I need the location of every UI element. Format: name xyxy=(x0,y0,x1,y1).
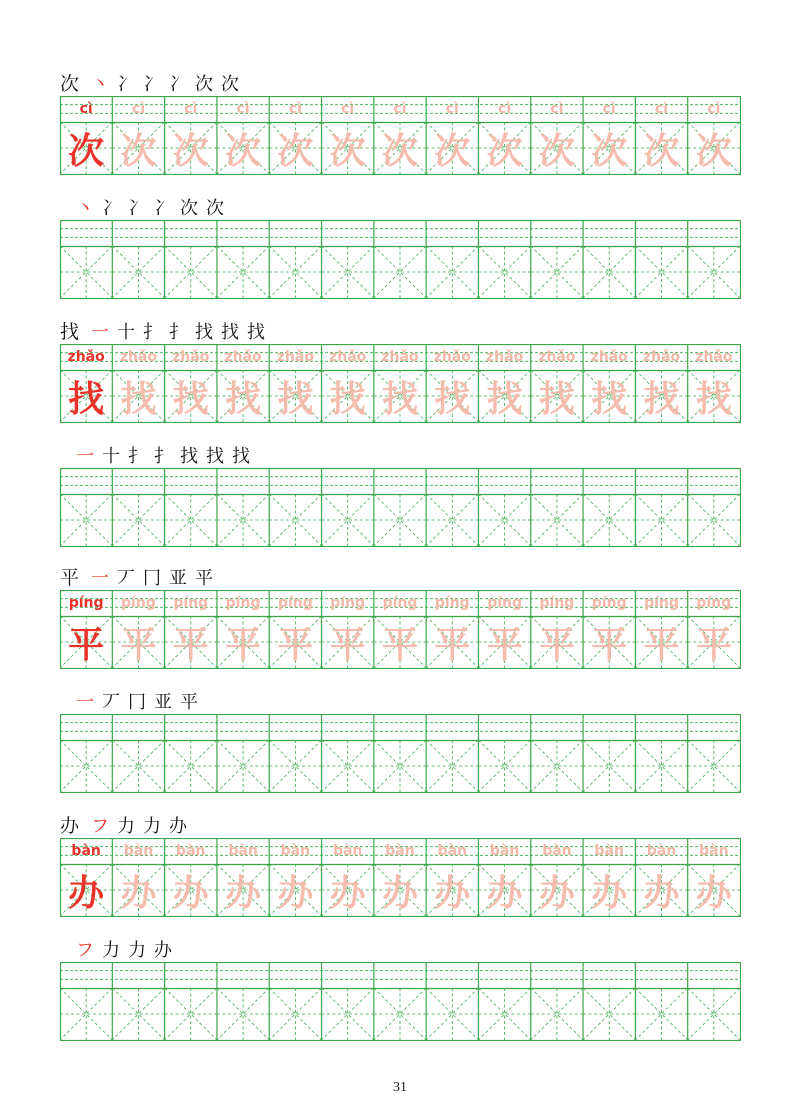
pinyin-trace: bàn xyxy=(594,843,624,859)
stroke-step: 一 xyxy=(91,568,110,589)
pinyin-trace: zhǎo xyxy=(590,349,628,365)
stroke-step: 次 xyxy=(180,198,198,219)
writing-cell[interactable] xyxy=(322,468,374,546)
stroke-step: 力 xyxy=(128,940,146,961)
stroke-step: 力 xyxy=(143,816,162,837)
stroke-step: 力 xyxy=(117,816,136,837)
pinyin-trace: cì xyxy=(550,101,564,117)
practice-grid xyxy=(60,962,740,1040)
character-heading xyxy=(60,68,247,96)
writing-cell[interactable] xyxy=(583,962,635,1040)
stroke-step: 十 xyxy=(102,446,120,467)
trace-character[interactable]: 平 xyxy=(381,624,418,666)
pinyin-trace: zhǎo xyxy=(329,349,367,365)
pinyin-trace: zhǎo xyxy=(695,349,733,365)
writing-cell[interactable] xyxy=(426,220,478,298)
pinyin-trace: zhǎo xyxy=(381,349,419,365)
pinyin-label: zhǎo xyxy=(67,349,105,365)
stroke-step: 扌 xyxy=(143,322,162,343)
practice-grid xyxy=(60,468,740,546)
writing-cell[interactable] xyxy=(217,962,269,1040)
writing-cell[interactable] xyxy=(478,714,530,792)
trace-character[interactable]: 办 xyxy=(277,872,314,914)
trace-character[interactable]: 次 xyxy=(381,130,418,172)
trace-character[interactable]: 平 xyxy=(277,624,314,666)
stroke-step: 扌 xyxy=(128,446,146,467)
trace-character[interactable]: 办 xyxy=(695,872,732,914)
stroke-step: 找 xyxy=(180,446,198,467)
trace-character[interactable]: 找 xyxy=(695,378,732,420)
trace-character[interactable]: 办 xyxy=(172,872,209,914)
stroke-step: フ xyxy=(76,940,94,961)
stroke-order-heading xyxy=(60,934,180,962)
character-heading xyxy=(60,562,221,590)
stroke-step: 冫 xyxy=(143,74,162,95)
writing-cell[interactable] xyxy=(374,220,426,298)
pinyin-trace: píng xyxy=(644,595,679,611)
writing-cell[interactable] xyxy=(688,714,740,792)
stroke-order-heading xyxy=(60,440,258,468)
pinyin-trace: zhǎo xyxy=(224,349,262,365)
writing-cell[interactable] xyxy=(322,714,374,792)
trace-character[interactable]: 次 xyxy=(434,130,471,172)
trace-character[interactable]: 次 xyxy=(695,130,732,172)
pinyin-trace: píng xyxy=(434,595,470,611)
pinyin-trace: píng xyxy=(121,595,156,611)
pinyin-trace: píng xyxy=(382,595,418,611)
trace-character[interactable]: 办 xyxy=(434,872,471,914)
writing-cell[interactable] xyxy=(478,962,530,1040)
stroke-step: 冂 xyxy=(128,692,146,713)
pinyin-trace: píng xyxy=(277,595,313,611)
pinyin-trace: cì xyxy=(602,101,616,117)
model-character: 找 xyxy=(68,378,105,420)
writing-cell[interactable] xyxy=(583,468,635,546)
pinyin-trace: cì xyxy=(707,101,721,117)
stroke-step: 一 xyxy=(76,692,94,713)
writing-cell[interactable] xyxy=(269,714,321,792)
trace-character[interactable]: 次 xyxy=(225,130,262,172)
writing-cell[interactable] xyxy=(635,220,687,298)
pinyin-trace: píng xyxy=(591,595,627,611)
stroke-step: 找 xyxy=(221,322,240,343)
trace-character[interactable]: 办 xyxy=(225,872,262,914)
trace-character[interactable]: 平 xyxy=(434,624,471,666)
stroke-step: 办 xyxy=(154,940,172,961)
writing-cell[interactable] xyxy=(583,220,635,298)
writing-cell[interactable] xyxy=(531,714,583,792)
pinyin-trace: zhǎo xyxy=(642,349,681,365)
pinyin-trace: cì xyxy=(131,101,145,117)
writing-cell[interactable] xyxy=(269,220,321,298)
writing-cell[interactable] xyxy=(322,962,374,1040)
stroke-step: 亚 xyxy=(169,568,188,589)
stroke-step: 冫 xyxy=(102,198,120,219)
trace-character[interactable]: 平 xyxy=(329,624,366,666)
writing-cell[interactable] xyxy=(635,468,687,546)
trace-character[interactable]: 找 xyxy=(486,378,523,420)
writing-cell[interactable] xyxy=(217,220,269,298)
pinyin-trace: zhǎo xyxy=(538,349,576,365)
trace-character[interactable]: 办 xyxy=(120,872,157,914)
trace-character[interactable]: 次 xyxy=(277,130,314,172)
writing-cell[interactable] xyxy=(635,714,687,792)
stroke-step: 找 xyxy=(247,322,266,343)
writing-cell[interactable] xyxy=(635,962,687,1040)
stroke-step: 扌 xyxy=(154,446,172,467)
stroke-order-heading xyxy=(60,686,206,714)
pinyin-trace: zhǎo xyxy=(433,349,471,365)
pinyin-trace: bàn xyxy=(646,843,677,859)
pinyin-trace: cì xyxy=(498,101,512,117)
stroke-step: 丆 xyxy=(102,692,120,713)
writing-cell[interactable] xyxy=(165,714,217,792)
stroke-step: 冫 xyxy=(154,198,172,219)
pinyin-trace: bàn xyxy=(542,843,572,859)
pinyin-label: bàn xyxy=(71,843,101,859)
trace-character[interactable]: 找 xyxy=(381,378,418,420)
trace-character[interactable]: 办 xyxy=(538,872,575,914)
stroke-step: 冫 xyxy=(169,74,188,95)
writing-cell[interactable] xyxy=(165,468,217,546)
stroke-step: 十 xyxy=(117,322,136,343)
trace-character[interactable]: 次 xyxy=(538,130,575,172)
stroke-step: 找 xyxy=(232,446,250,467)
pinyin-trace: bàn xyxy=(123,843,154,859)
stroke-step: 冫 xyxy=(128,198,146,219)
pinyin-trace: cì xyxy=(184,101,198,117)
trace-character[interactable]: 平 xyxy=(120,624,157,666)
writing-cell[interactable] xyxy=(688,468,740,546)
trace-character[interactable]: 次 xyxy=(643,130,680,172)
writing-cell[interactable] xyxy=(478,220,530,298)
pinyin-trace: bàn xyxy=(699,843,729,859)
page-number: 31 xyxy=(393,1080,407,1095)
trace-character[interactable]: 办 xyxy=(329,872,366,914)
pinyin-trace: bàn xyxy=(280,843,311,859)
trace-character[interactable]: 平 xyxy=(643,624,680,666)
trace-character[interactable]: 找 xyxy=(643,378,680,420)
writing-cell[interactable] xyxy=(165,220,217,298)
practice-grid xyxy=(60,714,740,792)
writing-cell[interactable] xyxy=(112,220,164,298)
pinyin-trace: cì xyxy=(445,101,459,117)
stroke-step: 力 xyxy=(102,940,120,961)
character-heading xyxy=(60,810,195,838)
writing-cell[interactable] xyxy=(269,468,321,546)
stroke-step: 一 xyxy=(76,446,94,467)
pinyin-label: píng xyxy=(68,595,104,611)
model-character: 次 xyxy=(68,130,105,172)
trace-character[interactable]: 找 xyxy=(277,378,314,420)
pinyin-trace: bàn xyxy=(228,843,258,859)
trace-character[interactable]: 找 xyxy=(538,378,575,420)
stroke-step: 找 xyxy=(195,322,214,343)
writing-cell[interactable] xyxy=(165,962,217,1040)
pinyin-trace: cì xyxy=(341,101,355,117)
stroke-step: 次 xyxy=(195,74,214,95)
pinyin-trace: píng xyxy=(330,595,366,611)
writing-cell[interactable] xyxy=(269,962,321,1040)
writing-cell[interactable] xyxy=(374,468,426,546)
pinyin-trace: cì xyxy=(654,101,669,117)
stroke-step: 次 xyxy=(221,74,240,95)
trace-character[interactable]: 平 xyxy=(591,624,628,666)
practice-grid xyxy=(60,220,740,298)
stroke-step: 平 xyxy=(180,692,198,713)
pinyin-trace: bàn xyxy=(176,843,206,859)
trace-character[interactable]: 次 xyxy=(486,130,523,172)
stroke-step: 丶 xyxy=(76,198,94,219)
trace-character[interactable]: 办 xyxy=(381,872,418,914)
stroke-step: 丶 xyxy=(91,74,110,95)
pinyin-trace: píng xyxy=(487,595,522,611)
pinyin-trace: cì xyxy=(393,101,407,117)
tracing-grid xyxy=(60,96,740,174)
trace-character[interactable]: 找 xyxy=(434,378,471,420)
stroke-step: フ xyxy=(91,816,110,837)
pinyin-trace: cì xyxy=(288,101,302,117)
trace-character[interactable]: 平 xyxy=(538,624,575,666)
writing-cell[interactable] xyxy=(112,714,164,792)
tracing-grid xyxy=(60,590,740,668)
writing-cell[interactable] xyxy=(60,220,112,298)
trace-character[interactable]: 找 xyxy=(172,378,209,420)
pinyin-trace: píng xyxy=(173,595,209,611)
writing-cell[interactable] xyxy=(217,468,269,546)
pinyin-trace: zhǎo xyxy=(119,349,158,365)
trace-character[interactable]: 平 xyxy=(486,624,523,666)
stroke-step: 扌 xyxy=(169,322,188,343)
trace-character[interactable]: 次 xyxy=(329,130,366,172)
stroke-step: 平 xyxy=(195,568,214,589)
trace-character[interactable]: 次 xyxy=(172,130,209,172)
stroke-step: 亚 xyxy=(154,692,172,713)
writing-cell[interactable] xyxy=(112,962,164,1040)
writing-cell[interactable] xyxy=(112,468,164,546)
pinyin-trace: bàn xyxy=(332,843,363,859)
pinyin-trace: bàn xyxy=(385,843,415,859)
pinyin-trace: zhǎo xyxy=(172,349,210,365)
trace-character[interactable]: 次 xyxy=(591,130,628,172)
stroke-step: 次 xyxy=(206,198,224,219)
pinyin-trace: bàn xyxy=(437,843,467,859)
writing-cell[interactable] xyxy=(60,714,112,792)
writing-cell[interactable] xyxy=(374,962,426,1040)
stroke-step: 丆 xyxy=(117,568,136,589)
tracing-grid xyxy=(60,344,740,422)
writing-cell[interactable] xyxy=(531,220,583,298)
stroke-step: 办 xyxy=(169,816,188,837)
pinyin-trace: cì xyxy=(236,101,250,117)
trace-character[interactable]: 次 xyxy=(120,130,157,172)
writing-cell[interactable] xyxy=(688,962,740,1040)
writing-cell[interactable] xyxy=(60,962,112,1040)
trace-character[interactable]: 办 xyxy=(591,872,628,914)
trace-character[interactable]: 找 xyxy=(120,378,157,420)
writing-cell[interactable] xyxy=(217,714,269,792)
stroke-step: 找 xyxy=(206,446,224,467)
writing-cell[interactable] xyxy=(426,714,478,792)
writing-cell[interactable] xyxy=(531,468,583,546)
heading-character: 办 xyxy=(60,815,80,837)
trace-character[interactable]: 办 xyxy=(486,872,523,914)
writing-cell[interactable] xyxy=(478,468,530,546)
writing-cell[interactable] xyxy=(531,962,583,1040)
stroke-step: 冫 xyxy=(117,74,136,95)
tracing-grid xyxy=(60,838,740,916)
pinyin-trace: píng xyxy=(539,595,575,611)
trace-character[interactable]: 找 xyxy=(329,378,366,420)
writing-cell[interactable] xyxy=(583,714,635,792)
trace-character[interactable]: 办 xyxy=(643,872,680,914)
stroke-order-heading xyxy=(60,192,232,220)
model-character: 办 xyxy=(68,872,105,914)
heading-character: 平 xyxy=(60,567,80,589)
writing-cell[interactable] xyxy=(374,714,426,792)
pinyin-trace: bàn xyxy=(489,843,520,859)
pinyin-trace: píng xyxy=(696,595,732,611)
stroke-step: 冂 xyxy=(143,568,162,589)
character-heading xyxy=(60,316,273,344)
writing-cell[interactable] xyxy=(322,220,374,298)
writing-cell[interactable] xyxy=(60,468,112,546)
pinyin-label: cì xyxy=(79,101,93,117)
trace-character[interactable]: 找 xyxy=(225,378,262,420)
pinyin-trace: píng xyxy=(225,595,261,611)
writing-cell[interactable] xyxy=(688,220,740,298)
heading-character: 次 xyxy=(60,73,80,95)
pinyin-trace: zhǎo xyxy=(276,349,314,365)
trace-character[interactable]: 找 xyxy=(591,378,628,420)
stroke-step: 一 xyxy=(91,322,110,343)
writing-cell[interactable] xyxy=(426,962,478,1040)
trace-character[interactable]: 平 xyxy=(172,624,209,666)
pinyin-trace: zhǎo xyxy=(486,349,524,365)
writing-cell[interactable] xyxy=(426,468,478,546)
trace-character[interactable]: 平 xyxy=(225,624,262,666)
model-character: 平 xyxy=(68,624,105,666)
heading-character: 找 xyxy=(60,321,80,343)
trace-character[interactable]: 平 xyxy=(695,624,732,666)
